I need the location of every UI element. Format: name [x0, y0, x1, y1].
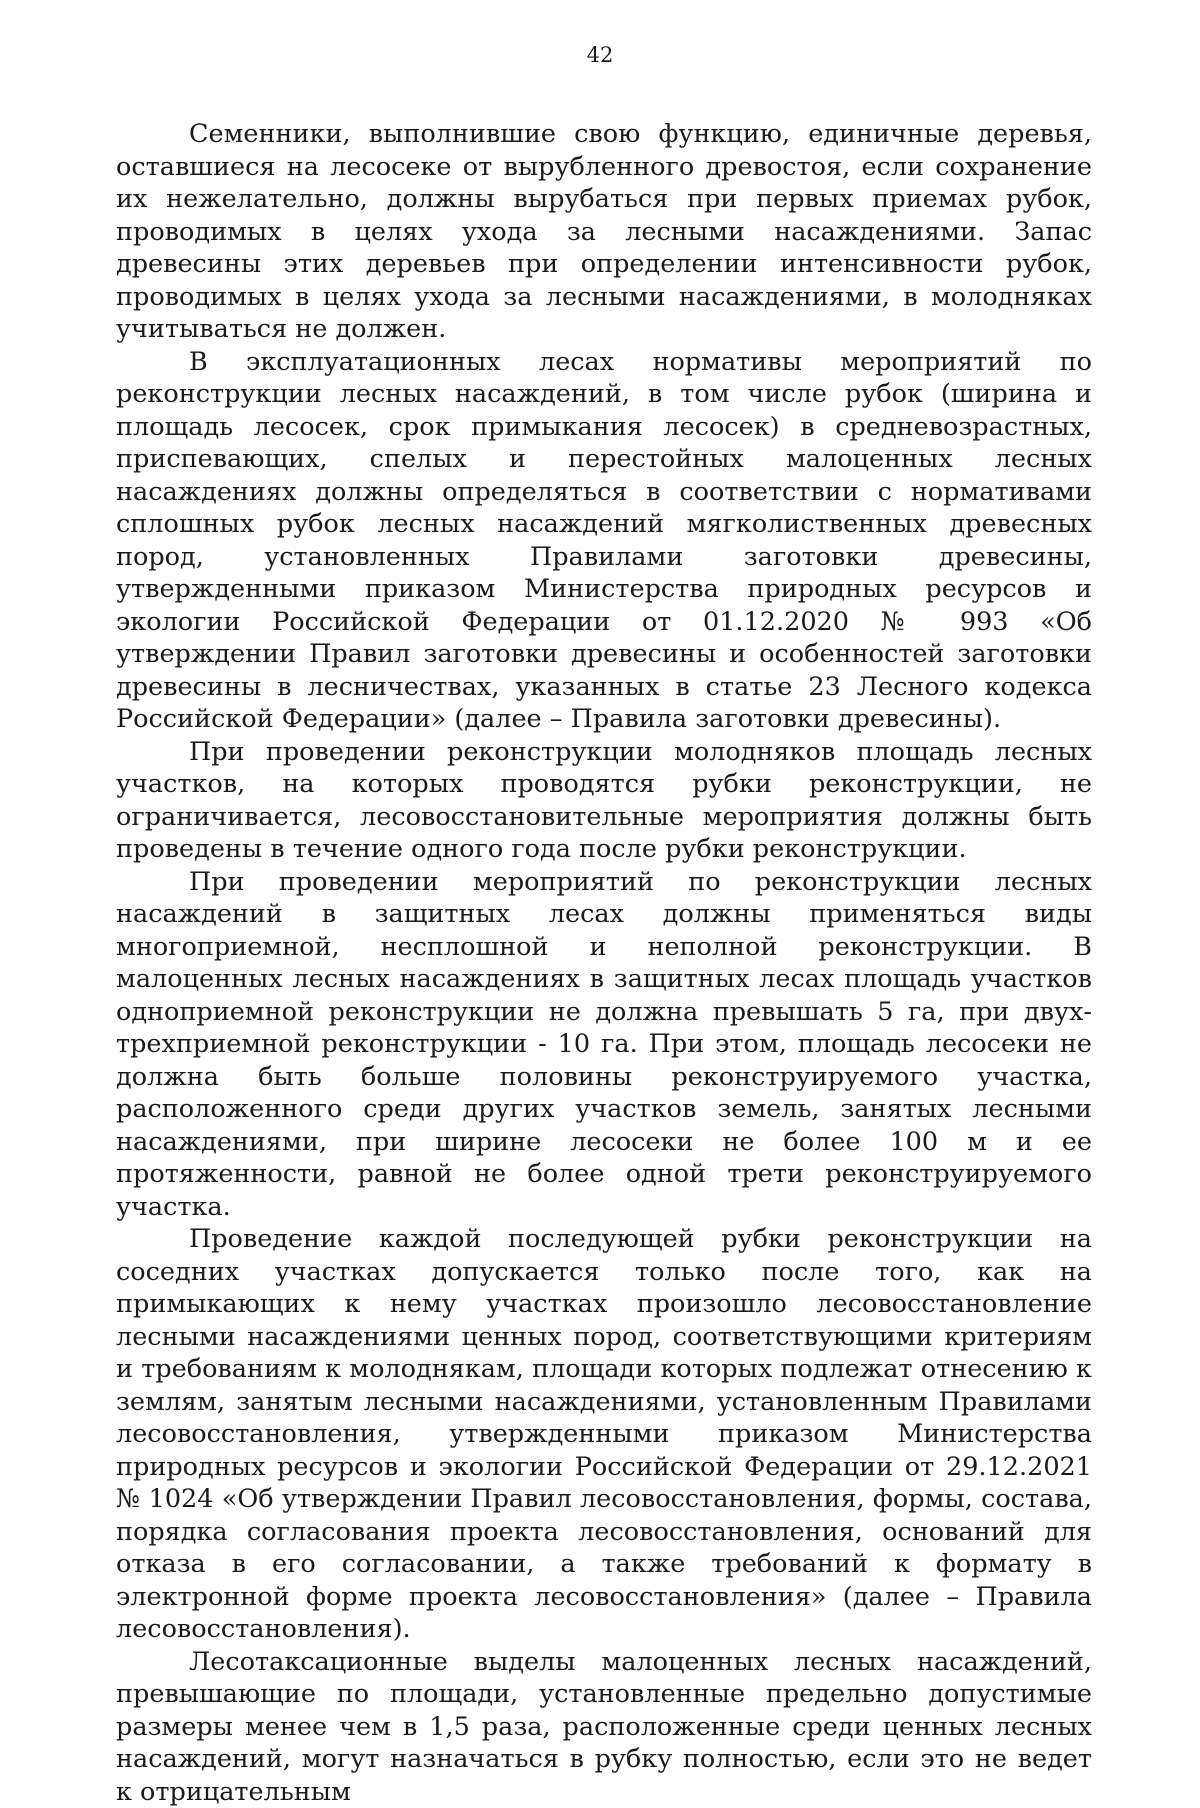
paragraph-protective-forests: При проведении мероприятий по реконструкции лесных насаждений в защитных лесах должны применяться виды многоприемной, несплошной и неполной реконструкции. В малоценных лесных насаждениях в защитных лесах площадь участков одноприемной реконструкции не должна превышать 5 га, при двух-трехприемной реконструкции - 10 га. При этом, площадь лесосеки не должна быть больше половины реконструируемого участка, расположенного среди других участков земель, занятых лесными насаждениями, при ширине лесосеки не более 100 м и ее протяженности, равной не более одной трети реконструируемого участка. — [116, 866, 1092, 1224]
paragraph-young-stands-reconstruction: При проведении реконструкции молодняков площадь лесных участков, на которых проводятся рубки реконструкции, не ограничивается, лесовосстановительные мероприятия должны быть проведены в течение одного года после рубки реконструкции. — [116, 736, 1092, 866]
paragraph-exploitation-forests: В эксплуатационных лесах нормативы мероприятий по реконструкции лесных насаждений, в том числе рубок (ширина и площадь лесосек, срок примыкания лесосек) в средневозрастных, приспевающих, спелых и перестойных малоценных лесных насаждениях должны определяться в соответствии с нормативами сплошных рубок лесных насаждений мягколиственных древесных пород, установленных Правилами заготовки древесины, утвержденными приказом Министерства природных ресурсов и экологии Российской Федерации от 01.12.2020 № 993 «Об утверждении Правил заготовки древесины и особенностей заготовки древесины в лесничествах, указанных в статье 23 Лесного кодекса Российской Федерации» (далее – Правила заготовки древесины). — [116, 346, 1092, 736]
paragraph-subsequent-felling: Проведение каждой последующей рубки реконструкции на соседних участках допускается только после того, как на примыкающих к нему участках произошло лесовосстановление лесными насаждениями ценных пород, соответствующими критериям и требованиям к молоднякам, площади которых подлежат отнесению к землям, занятым лесными насаждениями, установленным Правилами лесовосстановления, утвержденными приказом Министерства природных ресурсов и экологии Российской Федерации от 29.12.2021 № 1024 «Об утверждении Правил лесовосстановления, формы, состава, порядка согласования проекта лесовосстановления, оснований для отказа в его согласовании, а также требований к формату в электронной форме проекта лесовосстановления» (далее – Правила лесовосстановления). — [116, 1223, 1092, 1646]
document-body — [116, 118, 1092, 1808]
paragraph-taxation-units: Лесотаксационные выделы малоценных лесных насаждений, превышающие по площади, установленные предельно допустимые размеры менее чем в 1,5 раза, расположенные среди ценных лесных насаждений, могут назначаться в рубку полностью, если это не ведет к отрицательным — [116, 1646, 1092, 1808]
page-number: 42 — [0, 42, 1200, 68]
paragraph-seed-trees: Семенники, выполнившие свою функцию, единичные деревья, оставшиеся на лесосеке от вырубленного древостоя, если сохранение их нежелательно, должны вырубаться при первых приемах рубок, проводимых в целях ухода за лесными насаждениями. Запас древесины этих деревьев при определении интенсивности рубок, проводимых в целях ухода за лесными насаждениями, в молодняках учитываться не должен. — [116, 118, 1092, 346]
